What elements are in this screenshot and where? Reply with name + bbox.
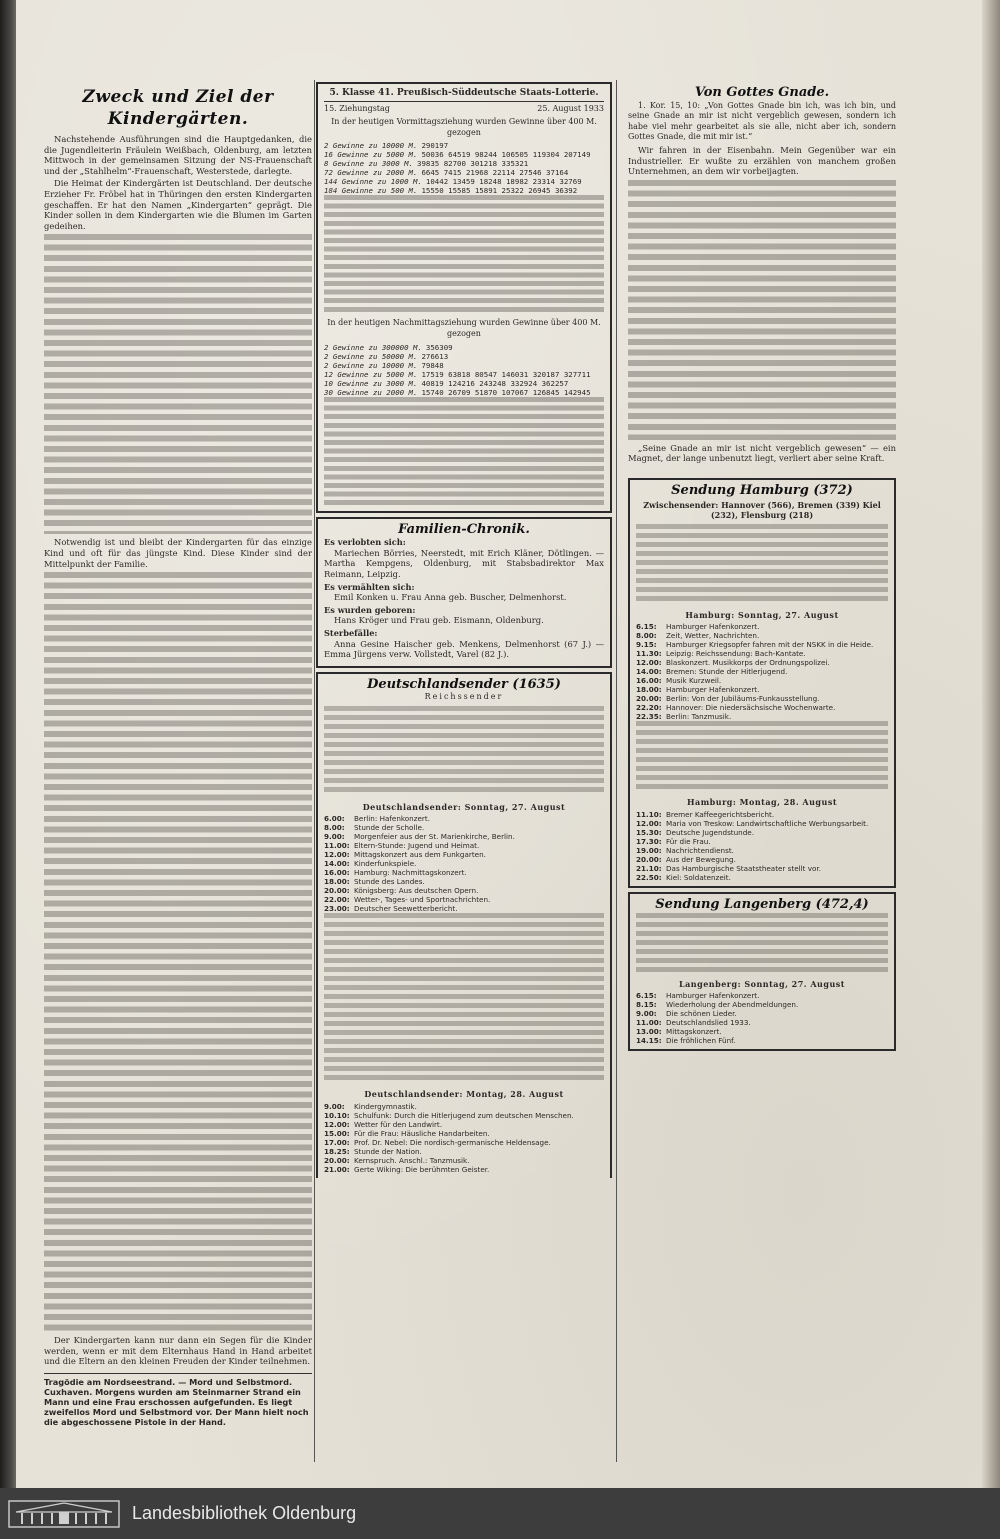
schedule-row [324,1147,604,1156]
schedule-row [636,1000,888,1009]
schedule-row [324,850,604,859]
schedule-row [324,1120,604,1129]
lottery-list-afternoon [324,343,604,397]
newspaper-page [16,0,1000,1488]
schedule-time: 20.00: [324,1156,350,1166]
schedule-program: Schulfunk: Durch die Hitlerjugend zum deutschen Menschen. [354,1111,574,1121]
schedule-row [324,1102,604,1111]
schedule-row [636,846,888,855]
schedule-program: Stunde der Scholle. [354,823,425,833]
schedule-time: 20.00: [636,854,662,864]
schedule-program: Bremer Kaffeegerichtsbericht. [666,809,775,819]
schedule-program: Kernspruch. Anschl.: Tanzmusik. [354,1156,470,1166]
schedule-row [324,1129,604,1138]
schedule-program: Zeit, Wetter, Nachrichten. [666,631,760,641]
schedule-program: Hamburger Kriegsopfer fahren mit der NSKK in die Heide. [666,640,874,650]
schedule-row [636,828,888,837]
article-title: Zweck und Ziel der Kindergärten. [82,87,274,129]
schedule-program: Kinderfunkspiele. [354,859,417,869]
schedule-program: Maria von Treskow: Landwirtschaftliche Werbungsarbeit. [666,818,869,828]
radio-body-block [324,706,604,796]
library-name: Landesbibliothek Oldenburg [132,1503,357,1523]
radio-body-block [324,913,604,1083]
schedule-program: Wetter-, Tages- und Sportnachrichten. [354,895,491,905]
lottery-numbers: 15550 15585 15891 25322 26945 36392 [421,186,578,196]
article-body-block [44,572,312,1332]
article-paragraph: Nachstehende Ausführungen sind die Hauptgedanken, die die Jugendleiterin Fräulein Weißbach, Oldenburg, am letzten Mittwoch in der gemeinsamen Sitzung der NS-Frauenschaft und der „Stahlhelm“-Frauenschaft, Westerstede, darlegte. [44,134,312,176]
family-entry: Hans Kröger und Frau geb. Eismann, Oldenburg. [334,615,544,626]
sermon-paragraph: „Seine Gnade an mir ist nicht vergeblich gewesen“ — ein Magnet, der lange unbenutzt liegt, verliert aber seine Kraft. [628,442,896,464]
schedule-time: 14.15: [636,1036,662,1046]
schedule-time: 14.00: [324,859,350,869]
schedule-time: 20.00: [636,694,662,704]
schedule-row [636,864,888,873]
schedule-row [324,832,604,841]
radio-title: Deutschlandsender (1635) [367,676,561,692]
schedule-time: 11.10: [636,809,662,819]
article-body-block [44,234,312,534]
schedule-row [636,819,888,828]
schedule-program: Wetter für den Landwirt. [354,1120,443,1130]
schedule-program: Hamburger Hafenkonzert. [666,622,760,632]
schedule-program: Kiel: Soldatenzeit. [666,872,731,882]
schedule-row [324,814,604,823]
schedule-row [636,1009,888,1018]
lottery-row [324,379,604,388]
schedule-row [636,622,888,631]
schedule-program: Das Hamburgische Staatstheater stellt vor. [666,863,821,873]
schedule-row [324,895,604,904]
schedule-time: 23.00: [324,904,350,914]
lottery-number-block [324,397,604,507]
lottery-numbers: 15740 26709 51870 107067 126845 142945 [421,387,591,397]
schedule-row [324,859,604,868]
radio-day-heading: Deutschlandsender: Sonntag, 27. August [362,801,566,812]
sermon-paragraph: Wir fahren in der Eisenbahn. Mein Gegenüber war ein Industrieller. Er wußte zu erzählen von manchem großen Unternehmen, an dem wir vorbeijagten. [628,144,896,177]
schedule-time: 22.20: [636,703,662,713]
lottery-row [324,150,604,159]
schedule-row [636,703,888,712]
column-lottery-family-radio [316,78,612,1464]
lottery-meta [324,104,604,115]
schedule-time: 18.00: [636,685,662,695]
radio-schedule-sunday [324,814,604,913]
schedule-program: Eltern-Stunde: Jugend und Heimat. [354,841,480,851]
lottery-row [324,343,604,352]
schedule-program: Nachrichtendienst. [666,845,734,855]
schedule-time: 6.00: [324,814,345,824]
schedule-time: 17.00: [324,1138,350,1148]
column-kindergarten [44,78,312,1464]
schedule-time: 6.15: [636,991,657,1001]
schedule-time: 20.00: [324,886,350,896]
schedule-program: Stunde der Nation. [354,1147,422,1157]
schedule-time: 12.00: [636,658,662,668]
schedule-time: 16.00: [324,868,350,878]
schedule-time: 8.00: [636,631,657,641]
lottery-note: In der heutigen Nachmittagsziehung wurden Gewinne über 400 M. gezogen [327,318,601,338]
schedule-row [324,868,604,877]
sermon-verse: 1. Kor. 15, 10: „Von Gottes Gnade bin ich, was ich bin, und seine Gnade an mir ist nicht vergeblich gewesen, sondern ich habe viel mehr gearbeitet als sie alle, nicht aber ich, sondern Gottes Gnade, die mit mir ist.“ [628,100,896,142]
schedule-program: Für die Frau: Häusliche Handarbeiten. [354,1129,490,1139]
lottery-prize-label: 2 Gewinne zu 10000 M. [324,141,418,151]
schedule-row [324,823,604,832]
schedule-program: Hannover: Die niedersächsische Wochenwarte. [666,703,836,713]
schedule-time: 12.00: [324,1120,350,1130]
schedule-time: 9.00: [636,1009,657,1019]
schedule-row [636,640,888,649]
lottery-row [324,141,604,150]
died-label: Sterbefälle: [324,627,378,638]
schedule-time: 12.00: [636,818,662,828]
married-label: Es vermählten sich: [324,581,415,592]
radio-schedule-sunday [636,991,888,1045]
page-edge [982,0,1000,1488]
lottery-prize-label: 12 Gewinne zu 5000 M. [324,369,418,379]
lottery-row [324,361,604,370]
column-rule [314,80,315,1462]
radio-day-heading: Deutschlandsender: Montag, 28. August [364,1089,564,1100]
schedule-time: 19.00: [636,845,662,855]
schedule-row [636,873,888,882]
lottery-row [324,159,604,168]
engaged-label: Es verlobten sich: [324,537,406,548]
article-paragraph: Die Heimat der Kindergärten ist Deutschland. Der deutsche Erzieher Fr. Fröbel hat in Thüringen den ersten Kindergarten geschaffen. Er hat den Namen „Kindergarten“ geprägt. Die Kinder sollen in dem Kindergarten wie die Blumen im Garten gedeihen. [44,178,312,231]
schedule-program: Berlin: Tanzmusik. [666,712,732,722]
lottery-number-block [324,195,604,315]
lottery-date: 25. August 1933 [537,103,604,113]
schedule-time: 11.30: [636,649,662,659]
library-logo-icon [8,1500,120,1528]
lottery-row [324,370,604,379]
lottery-numbers: 50036 64519 98244 106505 119304 207149 [421,150,591,160]
schedule-row [636,837,888,846]
article-paragraph: Der Kindergarten kann nur dann ein Segen für die Kinder werden, wenn er mit dem Elternhaus Hand in Hand arbeitet und die Eltern an den kleinen Freuden der Kinder teilnehmen. [44,1335,312,1367]
radio-body-block [636,721,888,791]
schedule-program: Morgenfeier aus der St. Marienkirche, Berlin. [354,832,515,842]
schedule-row [324,1138,604,1147]
schedule-program: Wiederholung der Abendmeldungen. [666,1000,799,1010]
schedule-program: Königsberg: Aus deutschen Opern. [354,886,479,896]
radio-kicker: Reichssender [424,692,504,702]
schedule-time: 21.00: [324,1165,350,1175]
lottery-prize-label: 10 Gewinne zu 3000 M. [324,378,418,388]
radio-day-heading: Hamburg: Sonntag, 27. August [685,609,839,620]
radio-schedule-monday [636,810,888,882]
lottery-row [324,186,604,195]
lottery-note: In der heutigen Vormittagsziehung wurden Gewinne über 400 M. gezogen [331,117,597,137]
schedule-program: Aus der Bewegung. [666,854,736,864]
family-entry: Anna Gesine Haischer geb. Menkens, Delmenhorst (67 J.) — Emma Jürgens verw. Vollstedt, Varel (82 J.). [324,638,604,660]
schedule-program: Deutsche Jugendstunde. [666,827,755,837]
lottery-row [324,168,604,177]
schedule-row [324,1111,604,1120]
radio-schedule-monday [324,1102,604,1174]
schedule-row [636,1027,888,1036]
lottery-prize-label: 2 Gewinne zu 300000 M. [324,342,422,352]
schedule-row [636,649,888,658]
family-entry: Emil Konken u. Frau Anna geb. Buscher, Delmenhorst. [334,592,567,603]
schedule-program: Deutschlandslied 1933. [666,1018,751,1028]
schedule-time: 8.00: [324,823,345,833]
lottery-numbers: 17519 63818 80547 146031 320187 327711 [421,369,591,379]
lottery-prize-label: 2 Gewinne zu 50000 M. [324,351,418,361]
radio-body-block [636,913,888,973]
schedule-time: 11.00: [324,841,350,851]
schedule-row [636,991,888,1000]
footer-bar [0,1488,1000,1539]
schedule-program: Kindergymnastik. [354,1102,417,1112]
schedule-row [636,658,888,667]
schedule-time: 13.00: [636,1027,662,1037]
schedule-time: 12.00: [324,850,350,860]
schedule-time: 18.00: [324,877,350,887]
schedule-row [636,1018,888,1027]
schedule-row [324,886,604,895]
book-spine [0,0,16,1488]
schedule-row [324,1156,604,1165]
sermon-body-block [628,180,896,440]
sermon-title: Von Gottes Gnade. [694,85,830,100]
schedule-program: Leipzig: Reichssendung: Bach-Kantate. [666,649,806,659]
lottery-numbers: 79848 [421,360,444,370]
radio-title: Sendung Langenberg (472,4) [655,896,869,912]
radio-schedule-sunday [636,622,888,721]
lottery-prize-label: 16 Gewinne zu 5000 M. [324,150,418,160]
article-paragraph: Notwendig ist und bleibt der Kindergarten für das einzige Kind und oft für das jüngste Kind. Diese Kinder sind der Mittelpunkt der Familie. [44,537,312,569]
schedule-program: Gerte Wiking: Die berühmten Geister. [354,1165,490,1175]
news-notice: Tragödie am Nordseestrand. — Mord und Selbstmord. Cuxhaven. Morgens wurden am Steinmarner Strand ein Mann und eine Frau erschossen aufgefunden. Es liegt zweifellos Mord und Selbstmord vor. Der Mann hielt noch die abgeschossene Pistole in der Hand. [44,1373,312,1427]
radio-subtitle: Zwischensender: Hannover (566), Bremen (339) Kiel (232), Flensburg (218) [643,499,881,521]
lottery-row [324,177,604,186]
schedule-time: 6.15: [636,622,657,632]
schedule-row [636,694,888,703]
schedule-row [636,855,888,864]
schedule-program: Hamburg: Nachmittagskonzert. [354,868,467,878]
schedule-time: 9.00: [324,1102,345,1112]
schedule-program: Bremen: Stunde der Hitlerjugend. [666,667,788,677]
schedule-time: 10.10: [324,1111,350,1121]
lottery-prize-label: 2 Gewinne zu 10000 M. [324,360,418,370]
lottery-title: 5. Klasse 41. Preußisch-Süddeutsche Staats-Lotterie. [324,88,604,102]
schedule-row [636,676,888,685]
radio-hamburg-box [628,478,896,888]
lottery-day: 15. Ziehungstag [324,103,390,113]
schedule-row [636,810,888,819]
schedule-row [324,877,604,886]
schedule-program: Hamburger Hafenkonzert. [666,685,760,695]
schedule-row [324,841,604,850]
radio-day-heading: Langenberg: Sonntag, 27. August [679,978,845,989]
schedule-time: 14.00: [636,667,662,677]
column-rule [616,80,617,1462]
schedule-row [324,1165,604,1174]
schedule-row [636,1036,888,1045]
schedule-row [636,712,888,721]
lottery-row [324,388,604,397]
lottery-numbers: 10442 13459 18248 18982 23314 32769 [425,177,582,187]
lottery-numbers: 356309 [425,342,453,352]
schedule-time: 9.15: [636,640,657,650]
lottery-numbers: 6645 7415 21968 22114 27546 37164 [421,168,569,178]
lottery-numbers: 40819 124216 243248 332924 362257 [421,378,569,388]
schedule-row [636,685,888,694]
schedule-program: Mittagskonzert aus dem Funkgarten. [354,850,486,860]
lottery-row [324,352,604,361]
schedule-program: Musik Kurzweil. [666,676,722,686]
lottery-prize-label: 30 Gewinne zu 2000 M. [324,387,418,397]
schedule-program: Die schönen Lieder. [666,1009,737,1019]
schedule-time: 22.50: [636,872,662,882]
lottery-box [316,82,612,513]
radio-title: Sendung Hamburg (372) [671,482,853,498]
schedule-time: 15.30: [636,827,662,837]
schedule-time: 11.00: [636,1018,662,1028]
family-entry: Mariechen Börries, Neerstedt, mit Erich Kläner, Dötlingen. — Martha Kempgens, Oldenburg, mit Stabsbadirektor Max Reimann, Leipzig. [324,547,604,579]
lottery-numbers: 290197 [421,141,449,151]
lottery-prize-label: 144 Gewinne zu 1000 M. [324,177,422,187]
lottery-numbers: 39835 82700 301218 335321 [417,159,529,169]
schedule-time: 18.25: [324,1147,350,1157]
schedule-program: Berlin: Von der Jubiläums-Funkausstellung. [666,694,820,704]
lottery-prize-label: 184 Gewinne zu 500 M. [324,186,418,196]
schedule-program: Prof. Dr. Nebel: Die nordisch-germanische Heldensage. [354,1138,551,1148]
schedule-program: Mittagskonzert. [666,1027,722,1037]
radio-day-heading: Hamburg: Montag, 28. August [686,797,838,808]
schedule-time: 15.00: [324,1129,350,1139]
schedule-program: Hamburger Hafenkonzert. [666,991,760,1001]
schedule-time: 8.15: [636,1000,657,1010]
lottery-list-morning [324,141,604,195]
schedule-program: Berlin: Hafenkonzert. [354,814,430,824]
schedule-program: Blaskonzert. Musikkorps der Ordnungspolizei. [666,658,830,668]
schedule-row [636,667,888,676]
lottery-prize-label: 8 Gewinne zu 3000 M. [324,159,413,169]
schedule-program: Für die Frau. [666,836,711,846]
schedule-time: 16.00: [636,676,662,686]
schedule-time: 22.35: [636,712,662,722]
radio-body-block [636,524,888,604]
radio-deutschlandsender-box [316,672,612,1178]
lottery-numbers: 276613 [421,351,449,361]
schedule-program: Die fröhlichen Fünf. [666,1036,736,1046]
schedule-program: Deutscher Seewetterbericht. [354,904,458,914]
radio-langenberg-box [628,892,896,1051]
schedule-time: 17.30: [636,836,662,846]
schedule-time: 21.10: [636,863,662,873]
born-label: Es wurden geboren: [324,604,416,615]
schedule-time: 9.00: [324,832,345,842]
schedule-program: Stunde des Landes. [354,877,425,887]
schedule-row [636,631,888,640]
family-chronicle-box [316,517,612,668]
family-title: Familien-Chronik. [398,521,530,537]
lottery-prize-label: 72 Gewinne zu 2000 M. [324,168,418,178]
schedule-row [324,904,604,913]
schedule-time: 22.00: [324,895,350,905]
column-grace-radio [628,78,896,1464]
